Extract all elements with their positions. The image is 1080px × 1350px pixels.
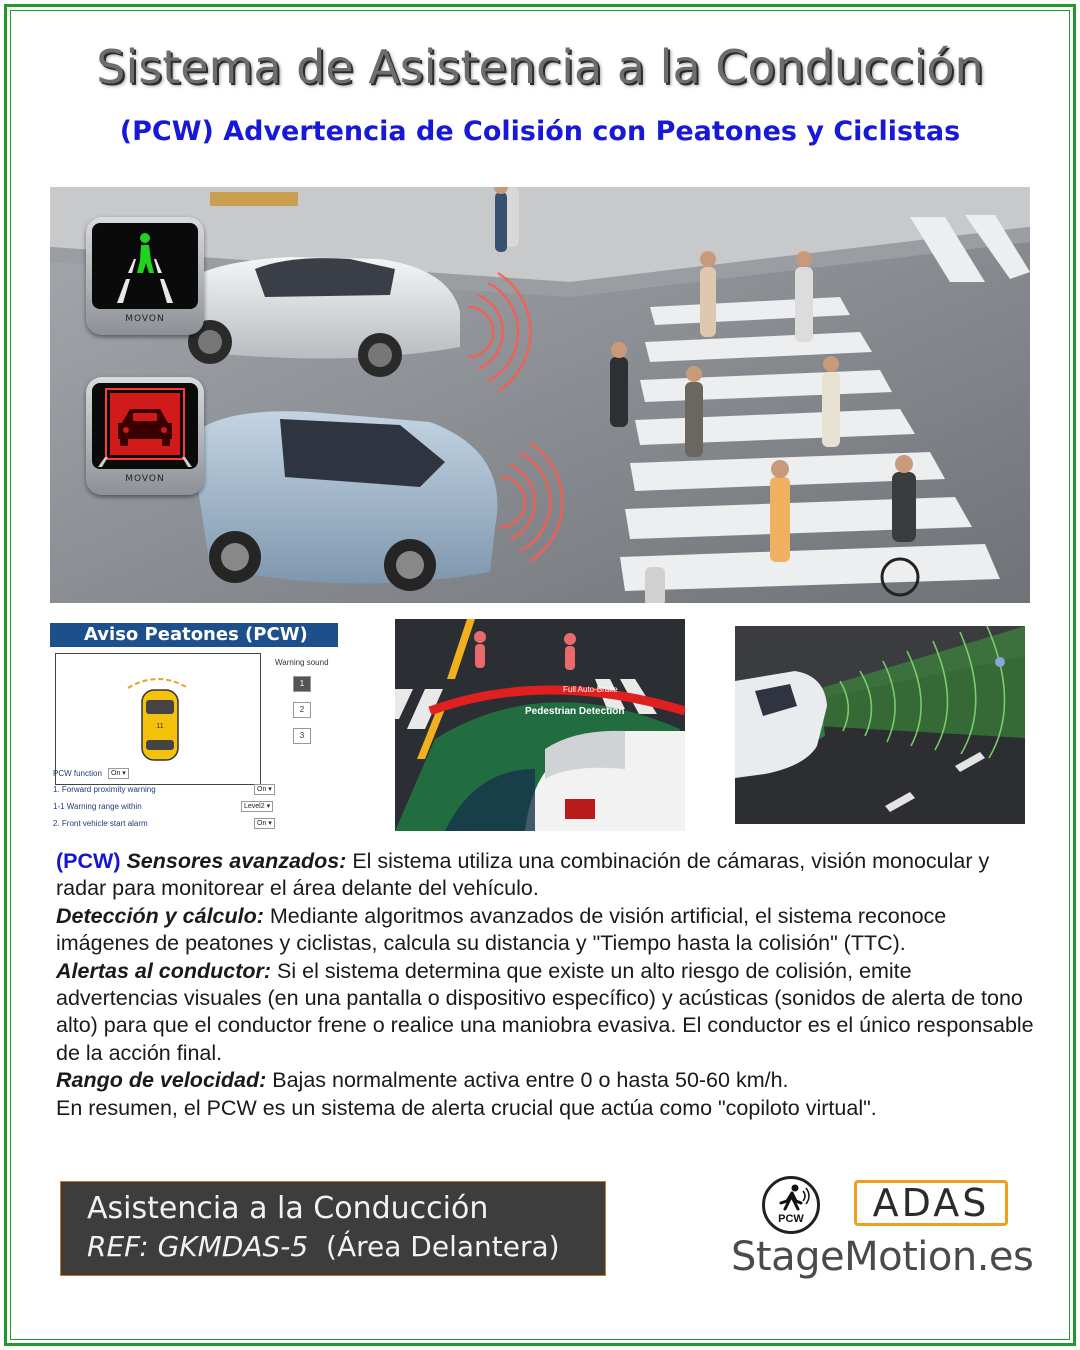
select-value: Level2: [244, 803, 265, 810]
device-screen: [92, 223, 198, 309]
heading-speed: Rango de velocidad:: [56, 1068, 267, 1093]
running-person-icon: [765, 1179, 817, 1215]
setting-select[interactable]: On ▾: [254, 818, 275, 829]
pcw-function-select[interactable]: On ▾: [108, 768, 129, 779]
setting-row-label: 1-1 Warning range within: [53, 802, 142, 811]
pcw-device-red: [86, 377, 204, 495]
text-speed: Bajas normalmente activa entre 0 o hasta 50-60 km/h.: [266, 1068, 789, 1093]
car-warning-icon: [92, 383, 198, 469]
select-value: On: [257, 786, 267, 793]
pcw-logo: [762, 1176, 820, 1234]
device-screen: [92, 383, 198, 469]
select-value: On: [111, 770, 121, 777]
reference-line: [87, 1230, 605, 1263]
sound-button-2[interactable]: 2: [293, 702, 311, 718]
paragraph-sensors: [56, 848, 1036, 903]
device-brand: MOVON: [125, 474, 165, 484]
yellow-car-icon: [56, 654, 260, 784]
adas-logo: ADAS: [854, 1180, 1008, 1226]
pedestrian-detection-image: [395, 619, 685, 831]
sound-button-3[interactable]: 3: [293, 728, 311, 744]
full-auto-brake-label: Full Auto-Brake: [563, 685, 618, 694]
blue-car: [190, 411, 497, 591]
pedestrian-detection-illustration: [395, 619, 685, 831]
heading-sensors: Sensores avanzados:: [126, 849, 347, 873]
warning-sound-label: Warning sound: [275, 658, 329, 667]
select-value: On: [257, 820, 267, 827]
car-number: 11: [156, 723, 164, 730]
top-view-radar-illustration: [735, 626, 1025, 824]
top-view-radar-image: [735, 626, 1025, 824]
sound-button-1[interactable]: 1: [293, 676, 311, 692]
paragraph-summary: En resumen, el PCW es un sistema de alerta crucial que actúa como "copiloto virtual".: [56, 1095, 877, 1120]
text-sensors: El sistema utiliza una combinación de cámaras, visión monocular y radar para monitorear el área delante del vehículo.: [56, 849, 990, 901]
pcw-function-label: PCW function: [53, 769, 102, 778]
hero-street-scene: [50, 187, 1030, 603]
pcw-device-green: [86, 217, 204, 335]
paragraph-detection: [56, 903, 1036, 958]
paragraph-alerts: [56, 958, 1036, 1068]
reference-area: (Área Delantera): [326, 1230, 560, 1263]
setting-row-label: 1. Forward proximity warning: [53, 785, 156, 794]
text-detection: Mediante algoritmos avanzados de visión artificial, el sistema reconoce imágenes de peatones y ciclistas, calcula su distancia y "Tiempo hasta la colisión" (TTC).: [56, 903, 947, 956]
setting-row-label: 2. Front vehicle start alarm: [53, 819, 148, 828]
heading-alerts: Alertas al conductor:: [56, 958, 272, 983]
setting-select[interactable]: Level2 ▾: [241, 801, 273, 812]
text-alerts: Si el sistema determina que existe un alto riesgo de colisión, emite advertencias visuales (en una pantalla o dispositivo específico) y acústicas (sonidos de alerta de tono alto) para que el conductor frene o realice una maniobra evasiva. El conductor es el único responsable de la acción final.: [56, 958, 1034, 1065]
reference-title: Asistencia a la Conducción: [87, 1191, 489, 1226]
reference-box: [60, 1181, 606, 1276]
setting-select[interactable]: On ▾: [254, 784, 275, 795]
pcw-logo-label: PCW: [778, 1213, 804, 1225]
pcw-settings-panel: [50, 623, 338, 833]
settings-header: Aviso Peatones (PCW): [50, 623, 338, 647]
description-text: [56, 848, 1036, 1122]
page-title: Sistema de Asistencia a la Conducción: [96, 40, 984, 94]
heading-detection: Detección y cálculo:: [56, 903, 264, 928]
pedestrian-lane-icon: [92, 223, 198, 309]
page-subtitle: (PCW) Advertencia de Colisión con Peatones y Ciclistas: [119, 116, 961, 147]
site-logo[interactable]: StageMotion.es: [731, 1234, 1034, 1280]
pedestrian-detection-label: Pedestrian Detection: [525, 706, 625, 717]
reference-code: REF: GKMDAS-5: [87, 1230, 309, 1263]
device-brand: MOVON: [125, 314, 165, 324]
car-preview-box: [55, 653, 261, 785]
paragraph-speed: [56, 1067, 1036, 1094]
pcw-prefix: (PCW): [56, 849, 121, 873]
